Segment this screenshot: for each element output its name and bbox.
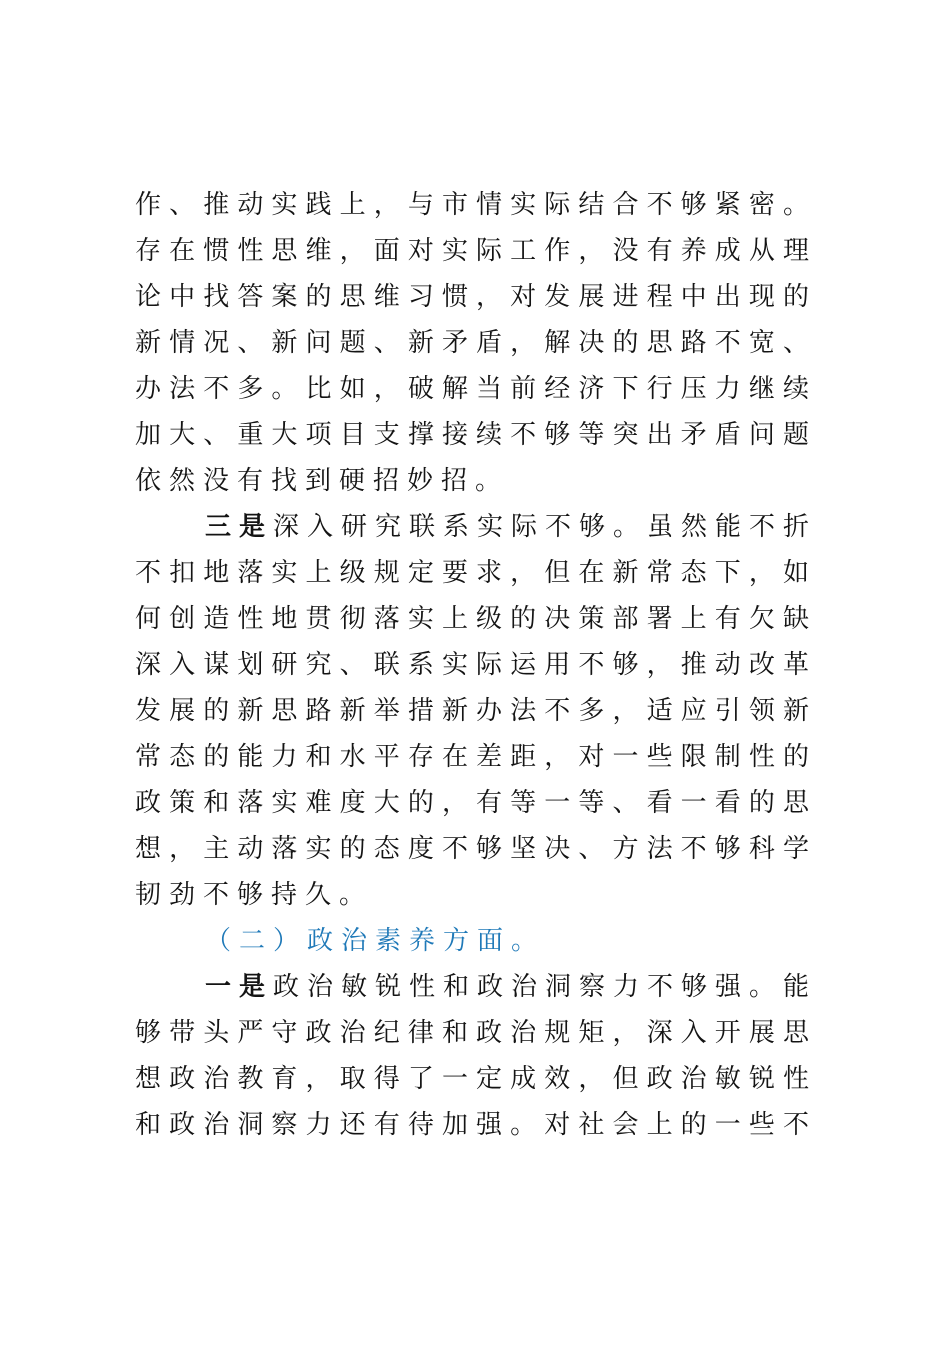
- body-text-line: 新情况、新问题、新矛盾，解决的思路不宽、: [135, 328, 817, 358]
- body-text-line: 不扣地落实上级规定要求，但在新常态下，如: [135, 558, 817, 588]
- body-text-line: 够带头严守政治纪律和政治规矩，深入开展思: [135, 1018, 817, 1048]
- section-heading: （二）政治素养方面。: [205, 926, 546, 956]
- paragraph-first-line: [205, 507, 817, 547]
- body-text-line: 加大、重大项目支撑接续不够等突出矛盾问题: [135, 420, 817, 450]
- paragraph-first-line-text: 深入研究联系实际不够。虽然能不折: [273, 512, 818, 542]
- body-text-line: 想政治教育，取得了一定成效，但政治敏锐性: [135, 1064, 817, 1094]
- body-text-line: 常态的能力和水平存在差距，对一些限制性的: [135, 742, 817, 772]
- body-text-line: 想，主动落实的态度不够坚决、方法不够科学: [135, 834, 817, 864]
- body-text-line: 深入谋划研究、联系实际运用不够，推动改革: [135, 650, 817, 680]
- body-text-line: 政策和落实难度大的，有等一等、看一看的思: [135, 788, 817, 818]
- paragraph-lead: 一是: [205, 972, 274, 1002]
- paragraph-lead: 三是: [205, 512, 274, 542]
- body-text-line: 和政治洞察力还有待加强。对社会上的一些不: [135, 1110, 817, 1140]
- body-text-line: 作、推动实践上，与市情实际结合不够紧密。: [135, 190, 817, 220]
- paragraph-first-line: [205, 967, 817, 1007]
- body-text-line: 依然没有找到硬招妙招。: [135, 466, 510, 496]
- body-text-line: 韧劲不够持久。: [135, 880, 374, 910]
- body-text-line: 存在惯性思维，面对实际工作，没有养成从理: [135, 236, 817, 266]
- body-text-line: 论中找答案的思维习惯，对发展进程中出现的: [135, 282, 817, 312]
- body-text-line: 办法不多。比如，破解当前经济下行压力继续: [135, 374, 817, 404]
- paragraph-first-line-text: 政治敏锐性和政治洞察力不够强。能: [273, 972, 818, 1002]
- body-text-line: 何创造性地贯彻落实上级的决策部署上有欠缺: [135, 604, 817, 634]
- body-text-line: 发展的新思路新举措新办法不多，适应引领新: [135, 696, 817, 726]
